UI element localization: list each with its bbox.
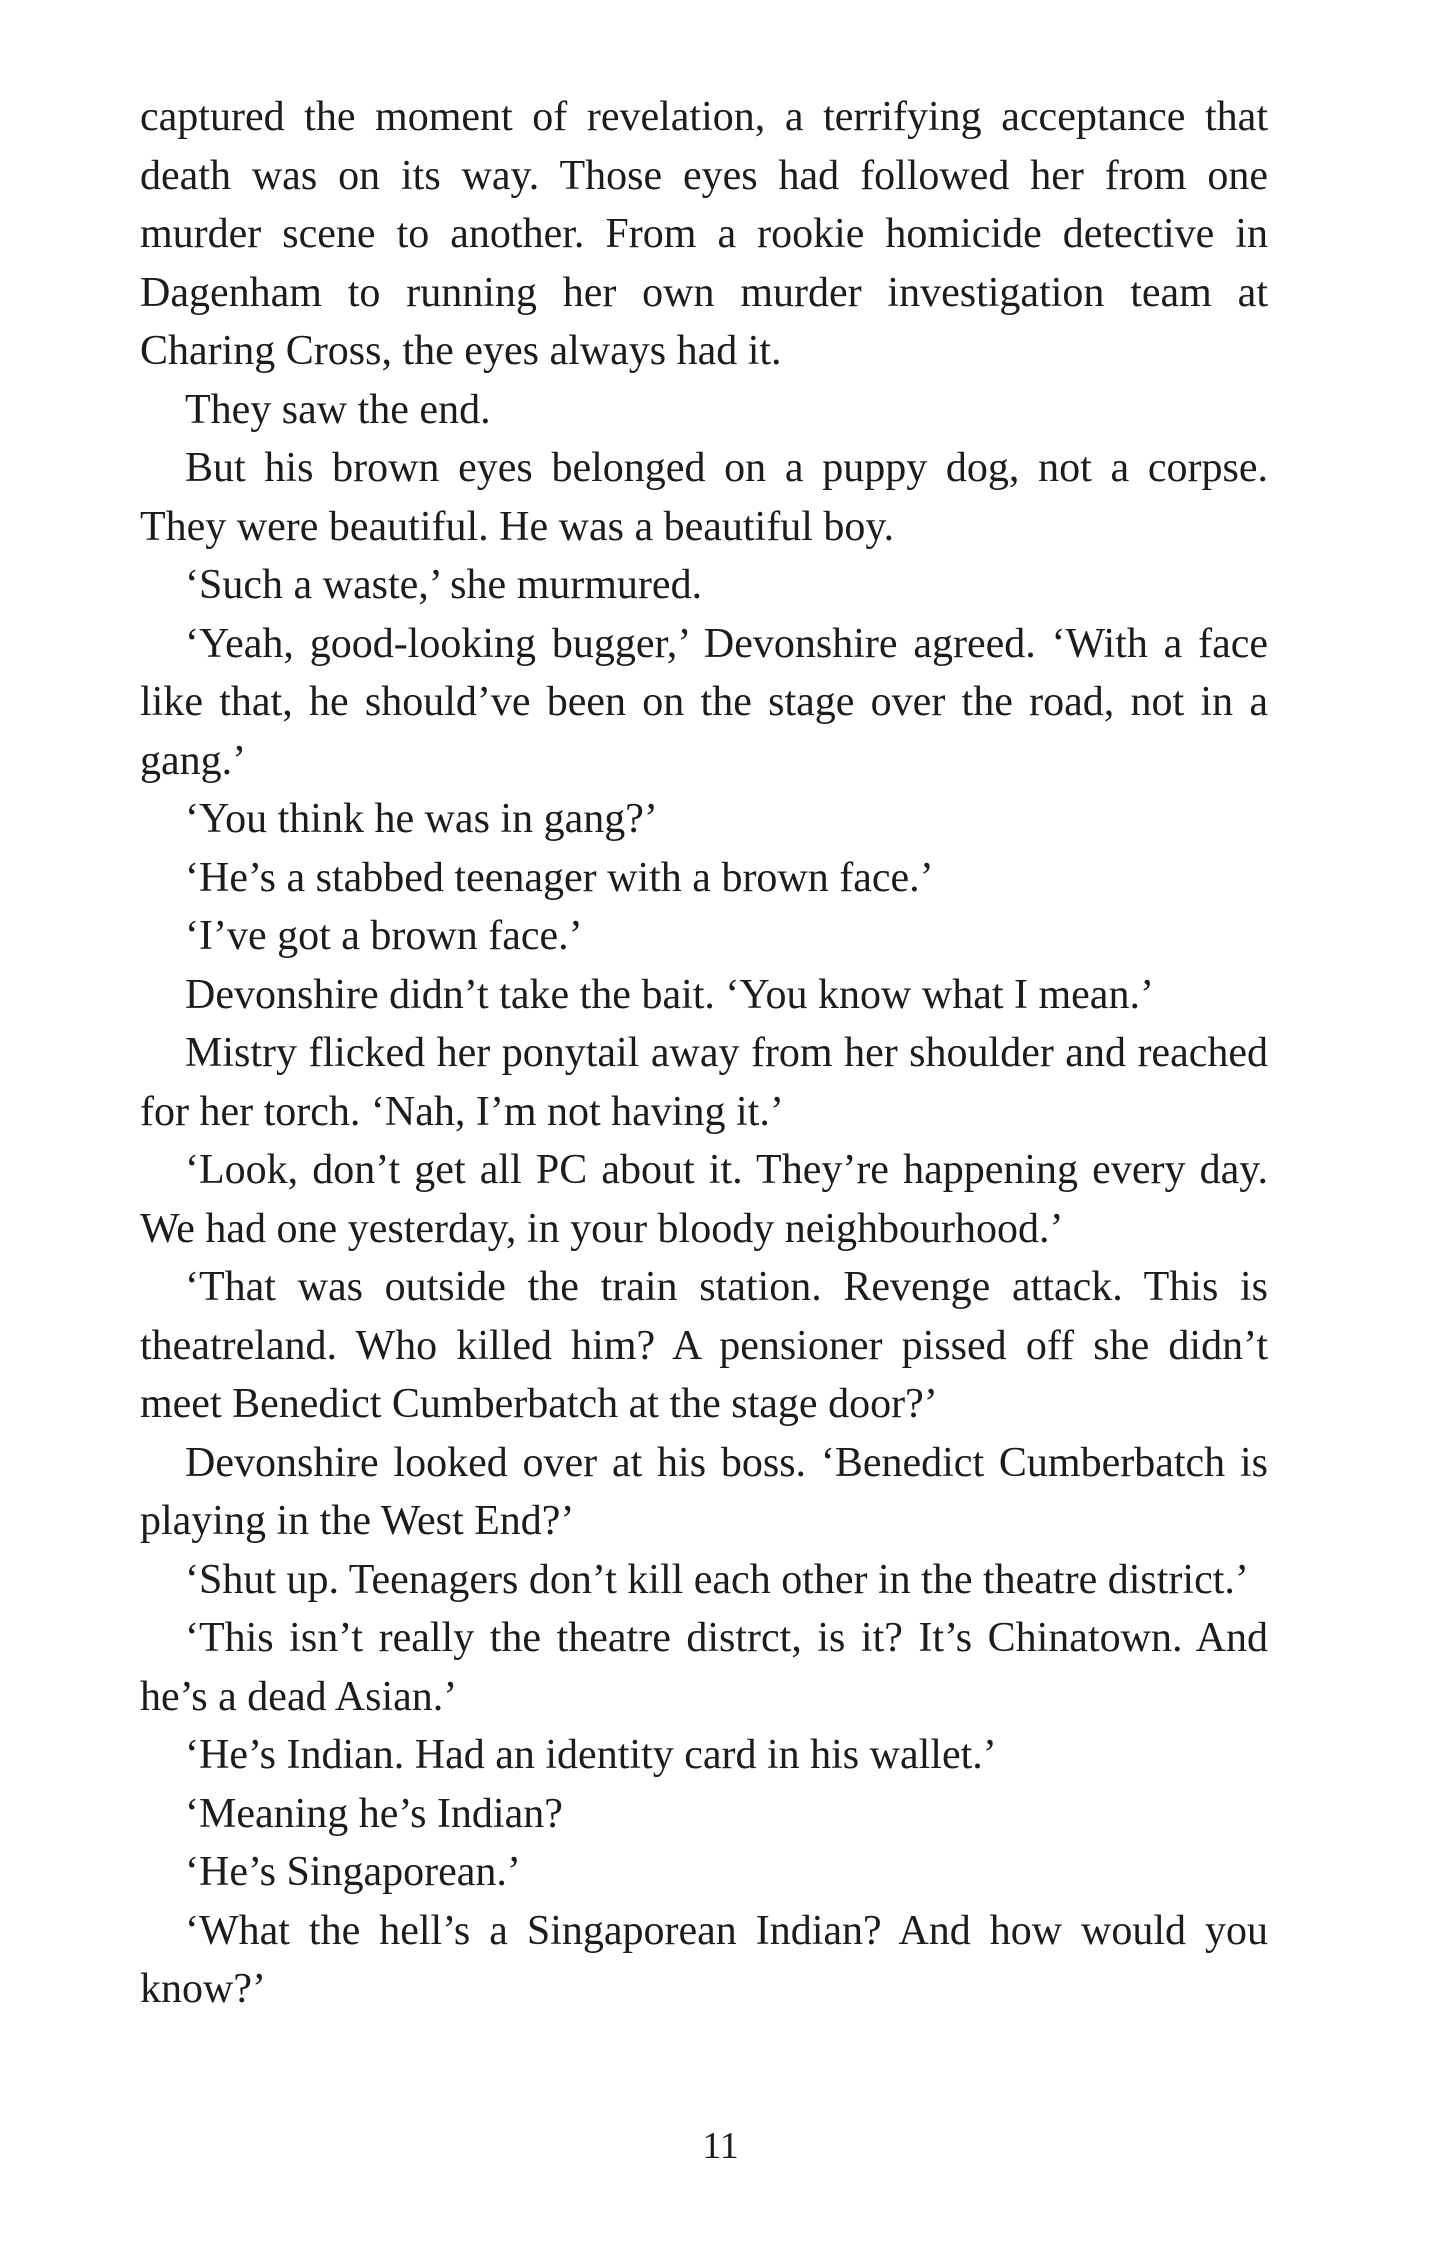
paragraph: Devonshire looked over at his boss. ‘Benedict Cumberbatch is playing in the West End?’ bbox=[140, 1439, 1268, 1544]
paragraph: ‘Such a waste,’ she murmured. bbox=[185, 562, 703, 608]
paragraph: ‘That was outside the train station. Revenge attack. This is theatreland. Who killed him? A pensioner pissed off she didn’t meet Benedict Cumberbatch at the stage door?’ bbox=[140, 1264, 1268, 1427]
paragraph: ‘What the hell’s a Singaporean Indian? And how would you know?’ bbox=[140, 1907, 1268, 2012]
paragraph: ‘This isn’t really the theatre distrct, is it? It’s Chinatown. And he’s a dead Asian.’ bbox=[140, 1615, 1268, 1720]
paragraph: Mistry flicked her ponytail away from her shoulder and reached for her torch. ‘Nah, I’m not having it.’ bbox=[140, 1030, 1268, 1135]
paragraph: ‘Look, don’t get all PC about it. They’re happening every day. We had one yesterday, in your bloody neighbourhood.’ bbox=[140, 1147, 1268, 1252]
paragraph: ‘I’ve got a brown face.’ bbox=[185, 913, 583, 959]
paragraph: ‘Shut up. Teenagers don’t kill each other in the theatre district.’ bbox=[185, 1556, 1249, 1603]
paragraph: They saw the end. bbox=[185, 386, 491, 433]
paragraph: But his brown eyes belonged on a puppy dog, not a corpse. They were beautiful. He was a beautiful boy. bbox=[140, 445, 1268, 550]
paragraph: ‘You think he was in gang?’ bbox=[185, 796, 658, 842]
paragraph: ‘He’s Singaporean.’ bbox=[185, 1849, 521, 1895]
page-number: 11 bbox=[702, 2125, 739, 2167]
paragraph: ‘Meaning he’s Indian? bbox=[185, 1790, 563, 1837]
paragraph: Devonshire didn’t take the bait. ‘You know what I mean.’ bbox=[185, 971, 1154, 1018]
paragraph: ‘He’s Indian. Had an identity card in his wallet.’ bbox=[185, 1732, 997, 1778]
paragraph: ‘He’s a stabbed teenager with a brown face.’ bbox=[185, 854, 934, 901]
page-body bbox=[140, 88, 1268, 2019]
paragraph: ‘Yeah, good-looking bugger,’ Devonshire agreed. ‘With a face like that, he should’ve been on the stage over the road, not in a gang.’ bbox=[140, 620, 1268, 784]
paragraph: captured the moment of revelation, a terrifying acceptance that death was on its way. Those eyes had followed her from one murder scene to another. From a rookie homicide detective in Dagenham to running her own murder investigation team at Charing Cross, the eyes always had it. bbox=[140, 94, 1268, 374]
